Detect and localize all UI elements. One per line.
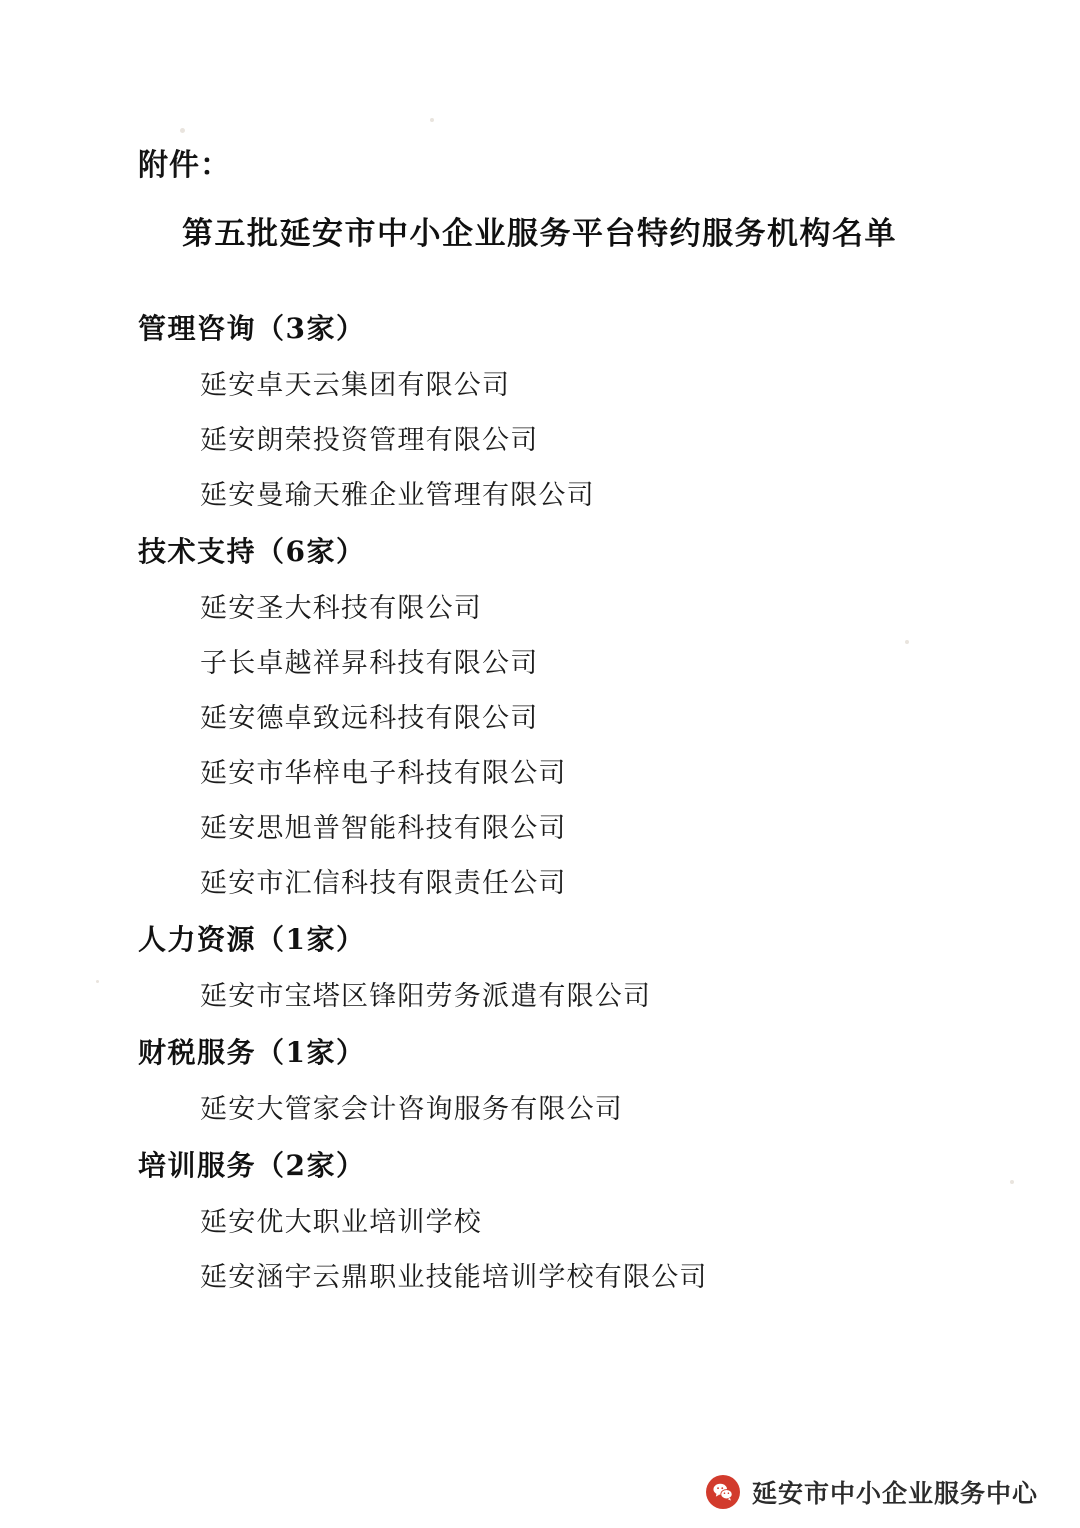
footer-account-name: 延安市中小企业服务中心 xyxy=(751,1479,1038,1508)
section-training xyxy=(138,1144,958,1294)
list-item: 子长卓越祥昇科技有限公司 xyxy=(200,648,539,679)
section-heading: 技术支持（6家） xyxy=(138,535,366,568)
section-heading: 管理咨询（3家） xyxy=(138,312,366,345)
wechat-icon xyxy=(706,1475,740,1509)
sections-container xyxy=(138,307,958,1294)
list-item: 延安市宝塔区锋阳劳务派遣有限公司 xyxy=(200,981,652,1012)
list-item: 延安朗荣投资管理有限公司 xyxy=(200,425,539,456)
section-heading: 财税服务（1家） xyxy=(138,1036,366,1069)
list-item: 延安德卓致远科技有限公司 xyxy=(200,703,539,734)
list-item: 延安思旭普智能科技有限公司 xyxy=(200,813,567,844)
list-item: 延安圣大科技有限公司 xyxy=(200,593,482,624)
list-item: 延安市华梓电子科技有限公司 xyxy=(200,758,567,789)
list-item: 延安曼瑜天雅企业管理有限公司 xyxy=(200,480,595,511)
section-finance-tax xyxy=(138,1031,958,1126)
list-item: 延安优大职业培训学校 xyxy=(200,1207,482,1238)
page-title: 第五批延安市中小企业服务平台特约服务机构名单 xyxy=(182,216,897,252)
list-item: 延安市汇信科技有限责任公司 xyxy=(200,868,567,899)
attachment-label: 附件： xyxy=(138,148,231,183)
document-content xyxy=(138,140,958,1310)
section-human-resources xyxy=(138,918,958,1013)
footer-account-stamp xyxy=(706,1474,1038,1510)
section-management-consulting xyxy=(138,307,958,512)
list-item: 延安大管家会计咨询服务有限公司 xyxy=(200,1094,623,1125)
section-technical-support xyxy=(138,530,958,900)
list-item: 延安卓天云集团有限公司 xyxy=(200,370,511,401)
list-item: 延安涵宇云鼎职业技能培训学校有限公司 xyxy=(200,1262,708,1293)
section-heading: 培训服务（2家） xyxy=(138,1149,366,1182)
section-heading: 人力资源（1家） xyxy=(138,923,366,956)
